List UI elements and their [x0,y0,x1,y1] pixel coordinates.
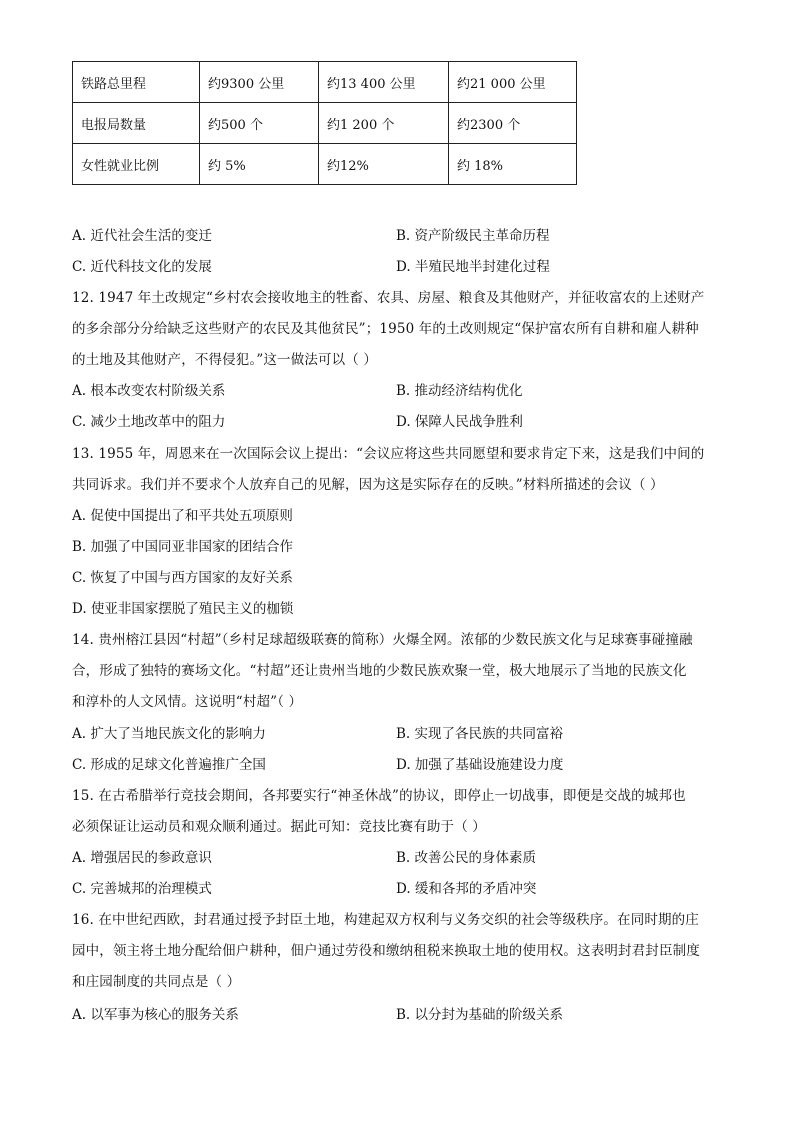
table-cell: 约13 400 公里 [319,62,449,103]
q11-option-c: C. 近代科技文化的发展 [72,259,212,275]
q12-option-c: C. 减少土地改革中的阻力 [72,414,226,430]
q13-option-a: A. 促使中国提出了和平共处五项原则 [72,508,293,524]
table-cell: 约 18% [449,144,577,185]
q15-option-a: A. 增强居民的参政意识 [72,850,212,866]
q11-option-b: B. 资产阶级民主革命历程 [396,228,550,244]
table-row [73,103,577,144]
q16-option-a: A. 以军事为核心的服务关系 [72,1007,239,1023]
q12-option-b: B. 推动经济结构优化 [396,383,523,399]
q12-stem-line-3: 的土地及其他财产，不得侵犯。”这一做法可以（ ） [72,352,378,368]
q12-option-d: D. 保障人民战争胜利 [396,414,523,430]
q13-option-c: C. 恢复了中国与西方国家的友好关系 [72,570,293,586]
q15-option-b: B. 改善公民的身体素质 [396,850,537,866]
q14-stem-line-1: 14. 贵州榕江县因“村超”（乡村足球超级联赛的简称）火爆全网。浓郁的少数民族文化与足球赛事碰撞融 [72,632,693,648]
q15-stem-line-1: 15. 在古希腊举行竞技会期间，各邦要实行“神圣休战”的协议，即停止一切战事，即便是交战的城邦也 [72,788,686,804]
q14-option-d: D. 加强了基础设施建设力度 [396,757,564,773]
q13-option-d: D. 使亚非国家摆脱了殖民主义的枷锁 [72,601,294,617]
table-row [73,144,577,185]
q12-stem-line-2: 的多余部分分给缺乏这些财产的农民及其他贫民”；1950 年的土改则规定“保护富农所有自耕和雇人耕种 [72,321,699,337]
table-cell: 约21 000 公里 [449,62,577,103]
table-cell: 铁路总里程 [73,62,200,103]
table-cell: 电报局数量 [73,103,200,144]
table-cell: 约2300 个 [449,103,577,144]
q14-option-a: A. 扩大了当地民族文化的影响力 [72,726,266,742]
q14-stem-line-3: 和淳朴的人文风情。这说明“村超”（ ） [72,694,303,710]
table-cell: 约1 200 个 [319,103,449,144]
q16-option-b: B. 以分封为基础的阶级关系 [396,1007,564,1023]
table-cell: 女性就业比例 [73,144,200,185]
q11-option-a: A. 近代社会生活的变迁 [72,228,212,244]
q16-stem-line-2: 园中，领主将土地分配给佃户耕种，佃户通过劳役和缴纳租税来换取土地的使用权。这表明封君封臣制度 [72,943,700,959]
q13-option-b: B. 加强了中国同亚非国家的团结合作 [72,539,294,555]
q12-option-a: A. 根本改变农村阶级关系 [72,383,226,399]
table-cell: 约 5% [200,144,319,185]
q14-stem-line-2: 合，形成了独特的赛场文化。“村超”还让贵州当地的少数民族欢聚一堂，极大地展示了当地的民族文化 [72,663,687,679]
q13-stem-line-2: 共同诉求。我们并不要求个人放弃自己的见解，因为这是实际存在的反映。”材料所描述的会议（ ） [72,477,664,493]
q15-option-d: D. 缓和各邦的矛盾冲突 [396,881,537,897]
q16-stem-line-3: 和庄园制度的共同点是（ ） [72,974,241,990]
table-cell: 约9300 公里 [200,62,319,103]
q11-option-d: D. 半殖民地半封建化过程 [396,259,550,275]
q16-stem-line-1: 16. 在中世纪西欧，封君通过授予封臣土地，构建起双方权利与义务交织的社会等级秩序。在同时期的庄 [72,912,699,928]
q14-option-b: B. 实现了各民族的共同富裕 [396,726,564,742]
q12-stem-line-1: 12. 1947 年土改规定“乡村农会接收地主的牲畜、农具、房屋、粮食及其他财产，并征收富农的上述财产 [72,290,705,306]
table-row [73,62,577,103]
q15-option-c: C. 完善城邦的治理模式 [72,881,212,897]
q14-option-c: C. 形成的足球文化普遍推广全国 [72,757,266,773]
q15-stem-line-2: 必须保证让运动员和观众顺利通过。据此可知：竞技比赛有助于（ ） [72,819,486,835]
statistics-table [72,61,577,185]
q13-stem-line-1: 13. 1955 年，周恩来在一次国际会议上提出：“会议应将这些共同愿望和要求肯定下来，这是我们中间的 [72,446,705,462]
table-cell: 约500 个 [200,103,319,144]
table-cell: 约12% [319,144,449,185]
